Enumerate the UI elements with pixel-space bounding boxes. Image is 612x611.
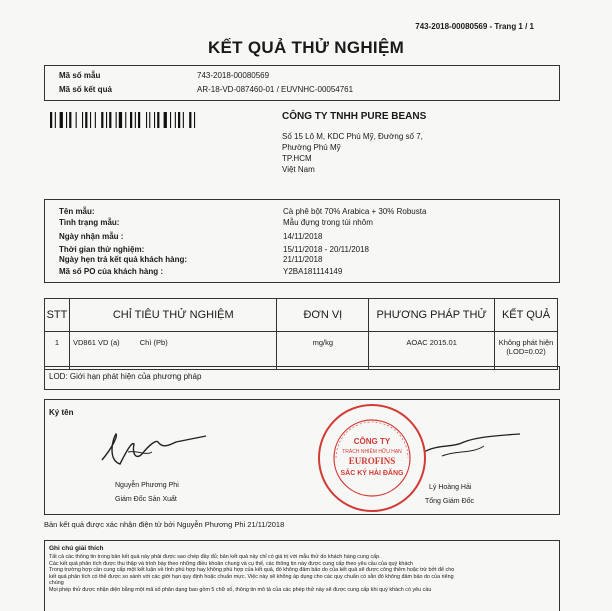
row-stt: 1 bbox=[45, 332, 70, 370]
right-signer-name: Lý Hoàng Hải bbox=[429, 484, 472, 491]
notes-box bbox=[44, 540, 560, 611]
test-period-label: Thời gian thử nghiệm: bbox=[59, 245, 145, 254]
sample-name-label: Tên mẫu: bbox=[59, 207, 95, 216]
svg-text:EUROFINS: EUROFINS bbox=[348, 456, 396, 466]
due-date-label: Ngày hẹn trả kết quả khách hàng: bbox=[59, 255, 188, 264]
sample-info-box bbox=[44, 199, 560, 283]
notes-title: Ghi chú giải thích bbox=[49, 545, 104, 552]
row-result-value: Không phát hiện bbox=[498, 338, 554, 347]
row-method: AOAC 2015.01 bbox=[369, 332, 495, 370]
received-date-label: Ngày nhận mẫu : bbox=[59, 232, 124, 241]
result-id-value: AR-18-VD-087460-01 / EUVNHC-00054761 bbox=[197, 85, 354, 94]
left-signature-image bbox=[98, 430, 210, 470]
signature-section-label: Ký tên bbox=[49, 408, 74, 417]
note-line: kết quả phân tích có thể được so sánh với các giới hạn quy định hoặc chuẩn mực. Việc này sẽ không áp dụng cho các quy chuẩn có sẵn đó không đảm bảo do của riêng bbox=[49, 573, 454, 580]
company-seal-image bbox=[316, 402, 428, 514]
address-line-1: Số 15 Lô M, KDC Phú Mỹ, Đường số 7, bbox=[282, 132, 423, 141]
test-period-value: 15/11/2018 - 20/11/2018 bbox=[283, 245, 369, 254]
row-code: VD861 VD (a) bbox=[72, 338, 120, 347]
po-number-value: Y2BA181114149 bbox=[283, 267, 343, 276]
header-result: KẾT QUẢ bbox=[495, 299, 558, 332]
note-line: Tất cả các thông tin trong bản kết quả này phải được sao chép đầy đủ; bản kết quả này chỉ có giá trị với mẫu thử do khách hàng cung cấp. bbox=[49, 554, 381, 560]
row-unit: mg/kg bbox=[277, 332, 369, 370]
row-result-note: (LOD=0.02) bbox=[506, 347, 546, 356]
right-signature-image bbox=[418, 430, 526, 464]
address-line-3: TP.HCM bbox=[282, 154, 312, 163]
page-reference: 743-2018-00080569 - Trang 1 / 1 bbox=[415, 22, 534, 31]
sample-name-value: Cà phê bột 70% Arabica + 30% Robusta bbox=[283, 207, 427, 216]
left-signer-name: Nguyễn Phương Phi bbox=[115, 482, 179, 489]
svg-text:SẮC KÝ HẢI ĐĂNG: SẮC KÝ HẢI ĐĂNG bbox=[340, 470, 404, 477]
sample-condition-value: Mẫu đựng trong túi nhôm bbox=[283, 218, 373, 227]
electronic-verification: Bản kết quả được xác nhận điện tử bởi Nguyễn Phương Phi 21/11/2018 bbox=[44, 520, 285, 529]
row-analyte: Chì (Pb) bbox=[139, 338, 168, 347]
address-line-2: Phường Phú Mỹ bbox=[282, 143, 341, 152]
po-number-label: Mã số PO của khách hàng : bbox=[59, 267, 164, 276]
svg-text:TRÁCH NHIỆM HỮU HẠN: TRÁCH NHIỆM HỮU HẠN bbox=[342, 449, 402, 455]
sample-id-value: 743-2018-00080569 bbox=[197, 71, 270, 80]
left-signer-title: Giám Đốc Sản Xuất bbox=[115, 496, 177, 503]
svg-text:CÔNG TY: CÔNG TY bbox=[353, 437, 391, 446]
note-line: Trong trường hợp cần cung cấp một kết luận về tính phù hợp hay không phù hợp của kết quả, đó không đảm bảo do của kết quả sẽ được công thêm hoặc trừ bởt để cho bbox=[49, 567, 455, 574]
row-result bbox=[495, 332, 558, 370]
notes-body bbox=[49, 554, 557, 594]
row-test-item bbox=[69, 332, 276, 370]
lod-note-box bbox=[44, 366, 560, 390]
results-table bbox=[44, 298, 558, 370]
id-box bbox=[44, 65, 560, 101]
sample-id-label: Mã số mẫu bbox=[59, 71, 101, 80]
received-date-value: 14/11/2018 bbox=[283, 232, 323, 241]
header-test-item: CHỈ TIÊU THỬ NGHIỆM bbox=[69, 299, 276, 332]
due-date-value: 21/11/2018 bbox=[283, 255, 323, 264]
results-header-row bbox=[45, 299, 558, 332]
header-unit: ĐƠN VỊ bbox=[277, 299, 369, 332]
right-signer-title: Tổng Giám Đốc bbox=[425, 498, 475, 505]
sample-condition-label: Tình trạng mẫu: bbox=[59, 218, 120, 227]
document-title: KẾT QUẢ THỬ NGHIỆM bbox=[207, 38, 405, 57]
note-line: Các kết quả phân tích được thu thập và trình bày theo những điều khoản chung và cụ thể, các thông tin này được cung cấp theo yêu cầu của quý khách bbox=[49, 560, 414, 567]
result-id-label: Mã số kết quả bbox=[59, 85, 112, 94]
note-line: Mọi phép thử được nhận diện bằng một mã số phân dạng bao gồm 5 chữ số, thông tin mô tả của các phép thử này sẽ được cung cấp khi quý khách có yêu cầu bbox=[49, 586, 432, 593]
barcode-image bbox=[50, 112, 246, 128]
table-row bbox=[45, 332, 558, 370]
lod-note: LOD: Giới hạn phát hiện của phương pháp bbox=[49, 372, 202, 381]
note-line: chúng bbox=[49, 580, 64, 587]
address-line-4: Việt Nam bbox=[282, 165, 315, 174]
header-stt: STT bbox=[45, 299, 70, 332]
customer-name: CÔNG TY TNHH PURE BEANS bbox=[282, 111, 427, 122]
header-method: PHƯƠNG PHÁP THỬ bbox=[369, 299, 495, 332]
